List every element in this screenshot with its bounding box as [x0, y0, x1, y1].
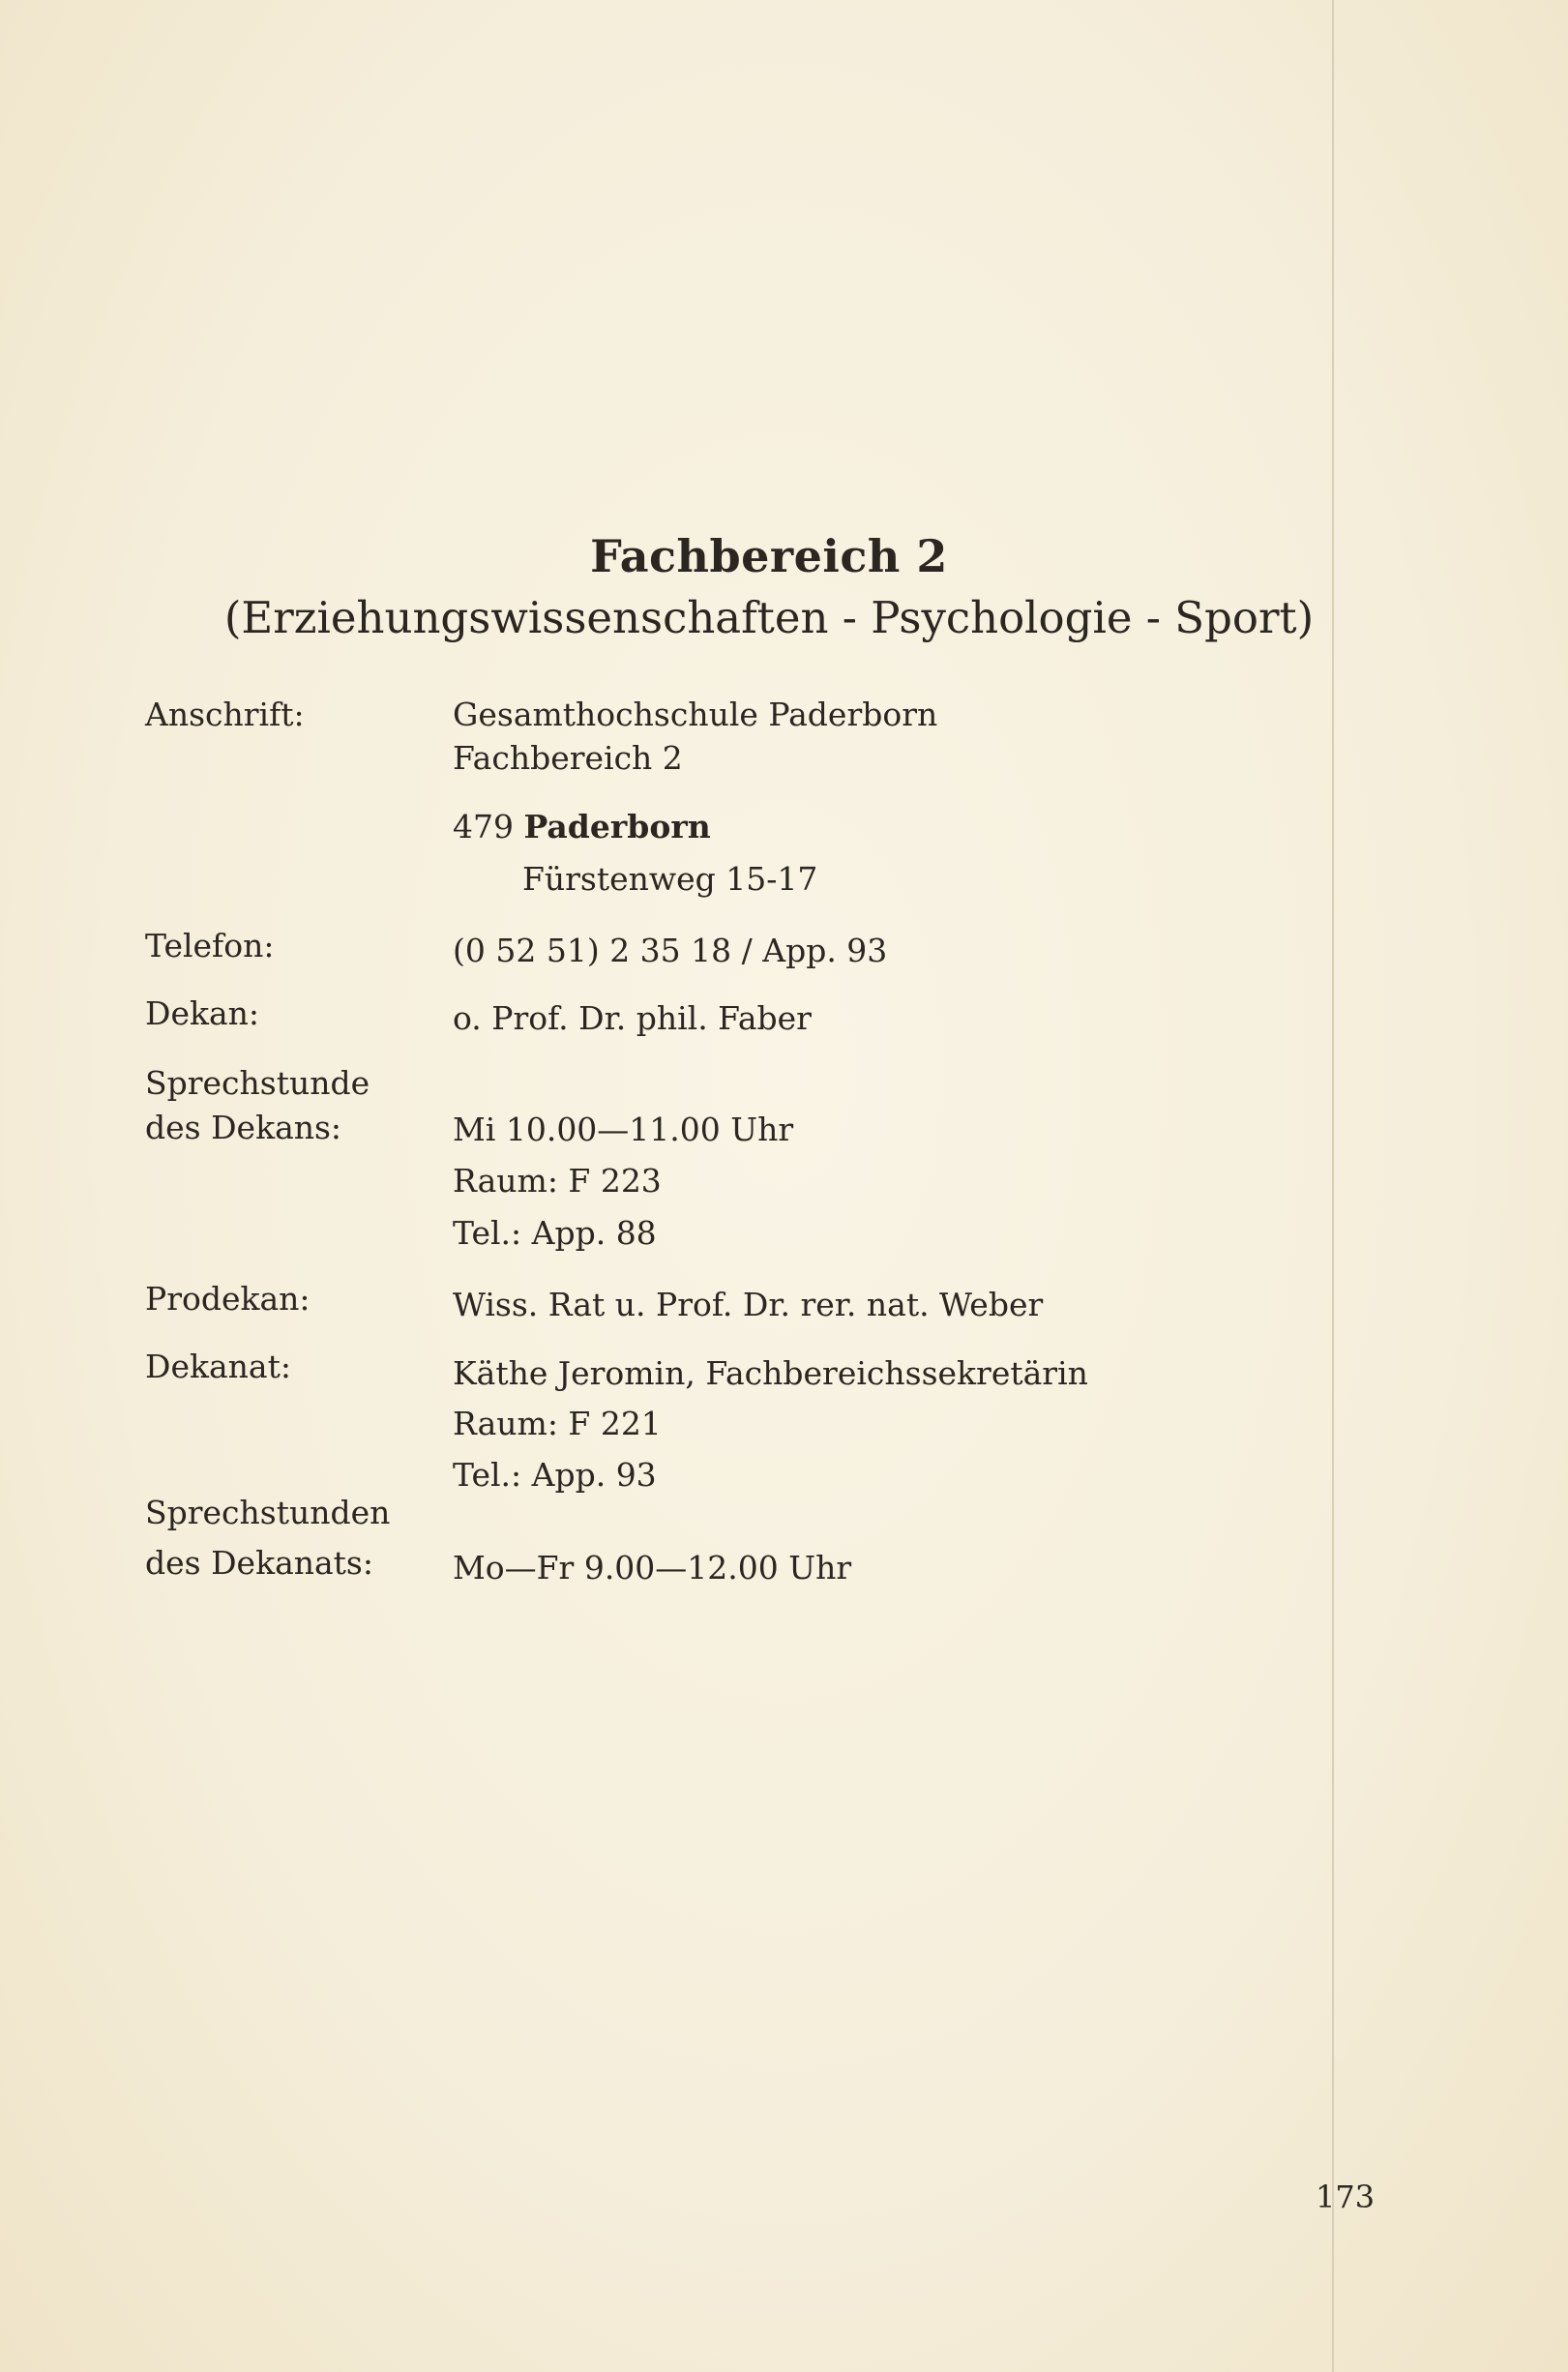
address-postcode: 479 [453, 808, 514, 845]
office-label: Dekanat: [145, 1348, 291, 1385]
office-name: Käthe Jeromin, Fachbereichssekretärin [453, 1354, 1088, 1392]
address-line2: Fachbereich 2 [453, 739, 683, 777]
dean-label: Dekan: [145, 994, 260, 1032]
office-tel: Tel.: App. 93 [453, 1456, 657, 1494]
office-hours-label-line2: des Dekanats: [145, 1544, 373, 1582]
office-hours-label-line1: Sprechstunden [145, 1494, 391, 1531]
page-number: 173 [1316, 2179, 1376, 2215]
dean-value: o. Prof. Dr. phil. Faber [453, 999, 812, 1037]
office-hours-time: Mo—Fr 9.00—12.00 Uhr [453, 1549, 852, 1586]
address-street: Fürstenweg 15-17 [522, 860, 818, 898]
address-city-line [453, 805, 711, 849]
dean-hours-label-line2: des Dekans: [145, 1109, 342, 1146]
phone-label: Telefon: [145, 927, 275, 964]
office-room: Raum: F 221 [453, 1405, 662, 1442]
address-city: Paderborn [523, 808, 711, 845]
dean-hours-tel: Tel.: App. 88 [453, 1214, 657, 1252]
address-line1: Gesamthochschule Paderborn [453, 696, 938, 733]
page-subtitle: (Erziehungswissenschaften - Psychologie - Sport) [223, 592, 1315, 643]
dean-hours-label-line1: Sprechstunde [145, 1064, 370, 1102]
page-title: Fachbereich 2 [590, 530, 948, 582]
phone-value: (0 52 51) 2 35 18 / App. 93 [453, 932, 888, 969]
vice-dean-label: Prodekan: [145, 1280, 311, 1318]
dean-hours-room: Raum: F 223 [453, 1162, 662, 1200]
page-edge-line [1332, 0, 1334, 2372]
address-label: Anschrift: [145, 696, 305, 733]
dean-hours-time: Mi 10.00—11.00 Uhr [453, 1111, 794, 1148]
vice-dean-value: Wiss. Rat u. Prof. Dr. rer. nat. Weber [453, 1286, 1044, 1323]
